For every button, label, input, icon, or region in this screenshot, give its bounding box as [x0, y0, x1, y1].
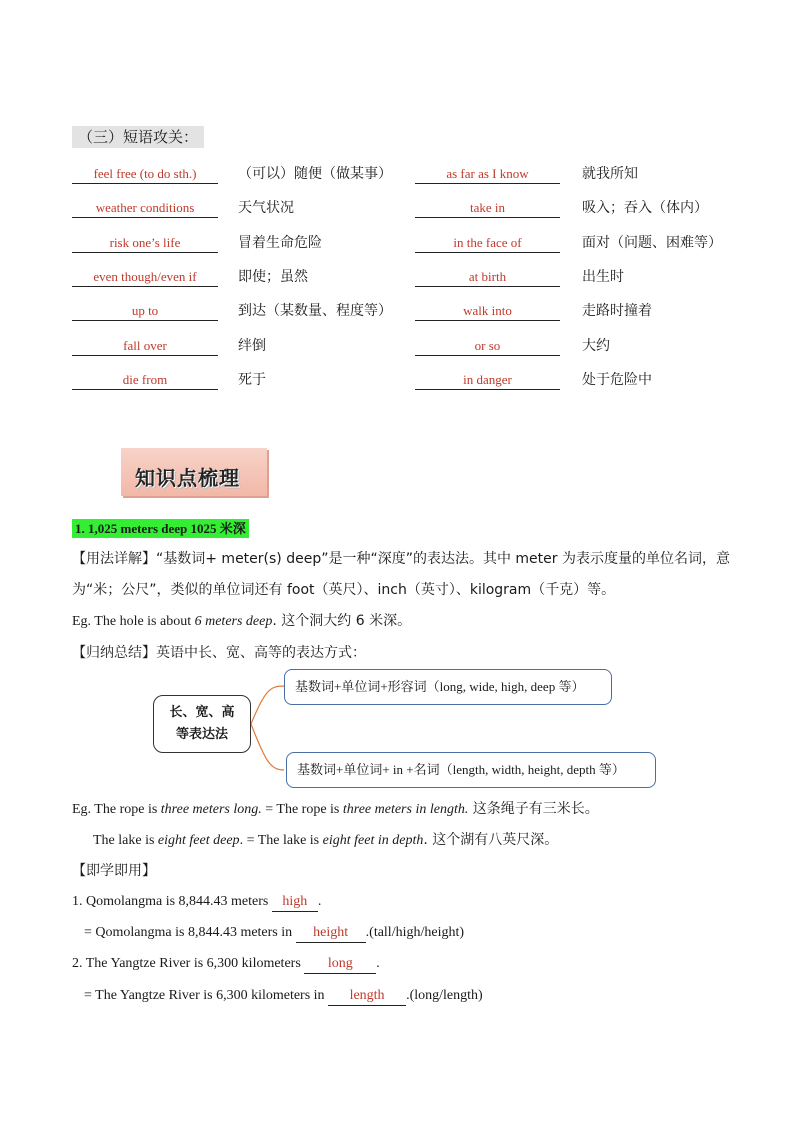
phrase-cn-left: 死于: [238, 371, 266, 388]
phrase-en-left: feel free (to do sth.): [72, 165, 218, 184]
phrase-cn-right: 大约: [582, 337, 610, 354]
phrase-cn-left: 即使；虽然: [238, 268, 308, 285]
phrase-en-right: or so: [415, 337, 560, 356]
phrase-cn-right: 处于危险中: [582, 371, 652, 388]
diagram-center-box: [153, 695, 251, 753]
phrase-en-right: take in: [415, 199, 560, 218]
phrase-cn-left: 到达（某数量、程度等）: [238, 303, 392, 320]
answer-blank: high: [272, 893, 318, 912]
phrase-en-right: walk into: [415, 302, 560, 321]
question-1b: = Qomolangma is 8,844.43 meters in height .(tall/high/height): [84, 924, 744, 943]
phrase-en-right: in the face of: [415, 234, 560, 253]
question-2b: = The Yangtze River is 6,300 kilometers in length .(long/length): [84, 987, 744, 1006]
phrase-en-left: die from: [72, 371, 218, 390]
summary-line: 【归纳总结】英语中长、宽、高等的表达方式：: [72, 645, 366, 661]
phrase-en-left: even though/even if: [72, 268, 218, 287]
phrase-cn-right: 出生时: [582, 268, 624, 285]
phrase-cn-right: 就我所知: [582, 166, 638, 182]
diagram-center-line-2: 等表达法: [175, 727, 228, 742]
phrase-en-left: risk one’s life: [72, 234, 218, 253]
phrase-cn-left: 天气状况: [238, 200, 294, 217]
diagram-center-line-1: 长、宽、高: [169, 705, 235, 720]
question-2: 2. The Yangtze River is 6,300 kilometers long .: [72, 955, 732, 974]
phrase-cn-right: 走路时撞着: [582, 303, 652, 320]
phrase-cn-left: 冒着生命危险: [238, 234, 322, 251]
phrase-en-right: as far as I know: [415, 165, 560, 184]
answer-blank: height: [296, 924, 366, 943]
point-heading: 1. 1,025 meters deep 1025 米深: [72, 519, 249, 538]
section-title: （三）短语攻关：: [72, 126, 204, 148]
answer-blank: long: [304, 955, 376, 974]
phrase-en-left: fall over: [72, 337, 218, 356]
usage-line-1: 【用法详解】“基数词+ meter(s) deep”是一种“深度”的表达法。其中 meter 为表示度量的单位名词，意: [72, 551, 730, 567]
example-2b: The lake is eight feet deep. = The lake is eight feet in depth. 这个湖有八英尺深。: [93, 832, 559, 848]
phrase-cn-right: 吸入；吞入（体内）: [582, 200, 708, 217]
usage-line-2: 为“米；公尺”，类似的单位词还有 foot（英尺）、inch（英寸）、kilogram（千克）等。: [72, 582, 616, 598]
answer-blank: length: [328, 987, 406, 1006]
phrase-cn-left: 绊倒: [238, 337, 266, 354]
phrase-en-right: at birth: [415, 268, 560, 287]
question-1: 1. Qomolangma is 8,844.43 meters high .: [72, 893, 732, 912]
phrase-cn-left: （可以）随便（做某事）: [238, 166, 392, 182]
knowledge-banner-text: 知识点梳理: [135, 466, 240, 490]
practice-title: 【即学即用】: [72, 863, 156, 879]
example-2a: Eg. The rope is three meters long. = The rope is three meters in length. 这条绳子有三米长。: [72, 801, 599, 817]
phrase-en-right: in danger: [415, 371, 560, 390]
phrase-en-left: weather conditions: [72, 199, 218, 218]
diagram-top-box: 基数词+单位词+形容词（long, wide, high, deep 等）: [284, 669, 612, 705]
example-1: Eg. The hole is about 6 meters deep. 这个洞大约 6 米深。: [72, 613, 412, 629]
phrase-cn-right: 面对（问题、困难等）: [582, 234, 722, 251]
diagram-bottom-box: 基数词+单位词+ in +名词（length, width, height, depth 等）: [286, 752, 656, 788]
phrase-en-left: up to: [72, 302, 218, 321]
